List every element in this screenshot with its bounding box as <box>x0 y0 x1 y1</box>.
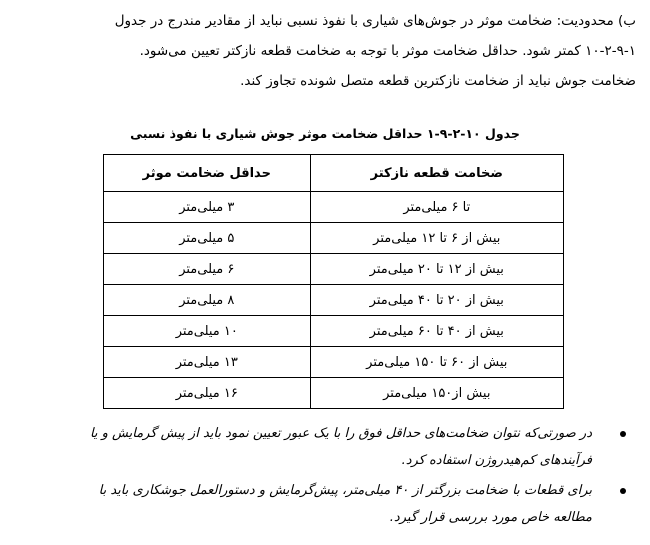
minimum-thickness-table <box>103 154 564 409</box>
table-row <box>104 316 564 347</box>
paragraph-line: ب) محدودیت: ضخامت موثر در جوش‌های شیاری با نفوذ نسبی نباید از مقادیر مندرج در جدول <box>114 13 636 29</box>
note-line: مطالعه خاص مورد بررسی قرار گیرد. <box>389 510 592 525</box>
note-item <box>40 477 628 531</box>
table-row <box>104 223 564 254</box>
limitation-paragraph <box>14 6 636 96</box>
column-header-min-effective-thickness: حداقل ضخامت موثر <box>104 155 311 192</box>
cell-min-thickness: ۸ میلی‌متر <box>104 285 311 316</box>
note-line: فرآیندهای کم‌هیدروژن استفاده کرد. <box>401 453 592 468</box>
table-caption: جدول ۱۰-۲-۹-۱ حداقل ضخامت موثر جوش شیاری با نفوذ نسبی <box>130 126 520 141</box>
cell-min-thickness: ۵ میلی‌متر <box>104 223 311 254</box>
cell-min-thickness: ۱۶ میلی‌متر <box>104 378 311 409</box>
bullet-icon <box>620 488 626 494</box>
note-line: در صورتی‌که نتوان ضخامت‌های حداقل فوق را با یک عبور تعیین نمود باید از پیش گرمایش و یا <box>89 426 592 441</box>
cell-part-thickness: بیش از۱۵۰ میلی‌متر <box>310 378 563 409</box>
cell-part-thickness: تا ۶ میلی‌متر <box>310 192 563 223</box>
note-item <box>40 420 628 474</box>
cell-part-thickness: بیش از ۶۰ تا ۱۵۰ میلی‌متر <box>310 347 563 378</box>
table-header-row <box>104 155 564 192</box>
cell-part-thickness: بیش از ۱۲ تا ۲۰ میلی‌متر <box>310 254 563 285</box>
paragraph-line: ۱۰-۲-۹-۱ کمتر شود. حداقل ضخامت موثر با توجه به ضخامت قطعه نازکتر تعیین می‌شود. <box>139 43 636 59</box>
table-row <box>104 347 564 378</box>
paragraph-line: ضخامت جوش نباید از ضخامت نازکترین قطعه متصل شونده تجاوز کند. <box>240 73 636 89</box>
cell-min-thickness: ۱۳ میلی‌متر <box>104 347 311 378</box>
table-row <box>104 285 564 316</box>
notes-list <box>40 420 628 534</box>
table-row <box>104 254 564 285</box>
table-row <box>104 192 564 223</box>
cell-part-thickness: بیش از ۶ تا ۱۲ میلی‌متر <box>310 223 563 254</box>
cell-part-thickness: بیش از ۴۰ تا ۶۰ میلی‌متر <box>310 316 563 347</box>
bullet-icon <box>620 431 626 437</box>
column-header-thinner-part: ضخامت قطعه نازکتر <box>310 155 563 192</box>
note-line: برای قطعات با ضخامت بزرگتر از ۴۰ میلی‌متر، پیش‌گرمایش و دستورالعمل جوشکاری باید با <box>98 483 592 498</box>
cell-min-thickness: ۱۰ میلی‌متر <box>104 316 311 347</box>
cell-min-thickness: ۳ میلی‌متر <box>104 192 311 223</box>
cell-min-thickness: ۶ میلی‌متر <box>104 254 311 285</box>
table-row <box>104 378 564 409</box>
cell-part-thickness: بیش از ۲۰ تا ۴۰ میلی‌متر <box>310 285 563 316</box>
